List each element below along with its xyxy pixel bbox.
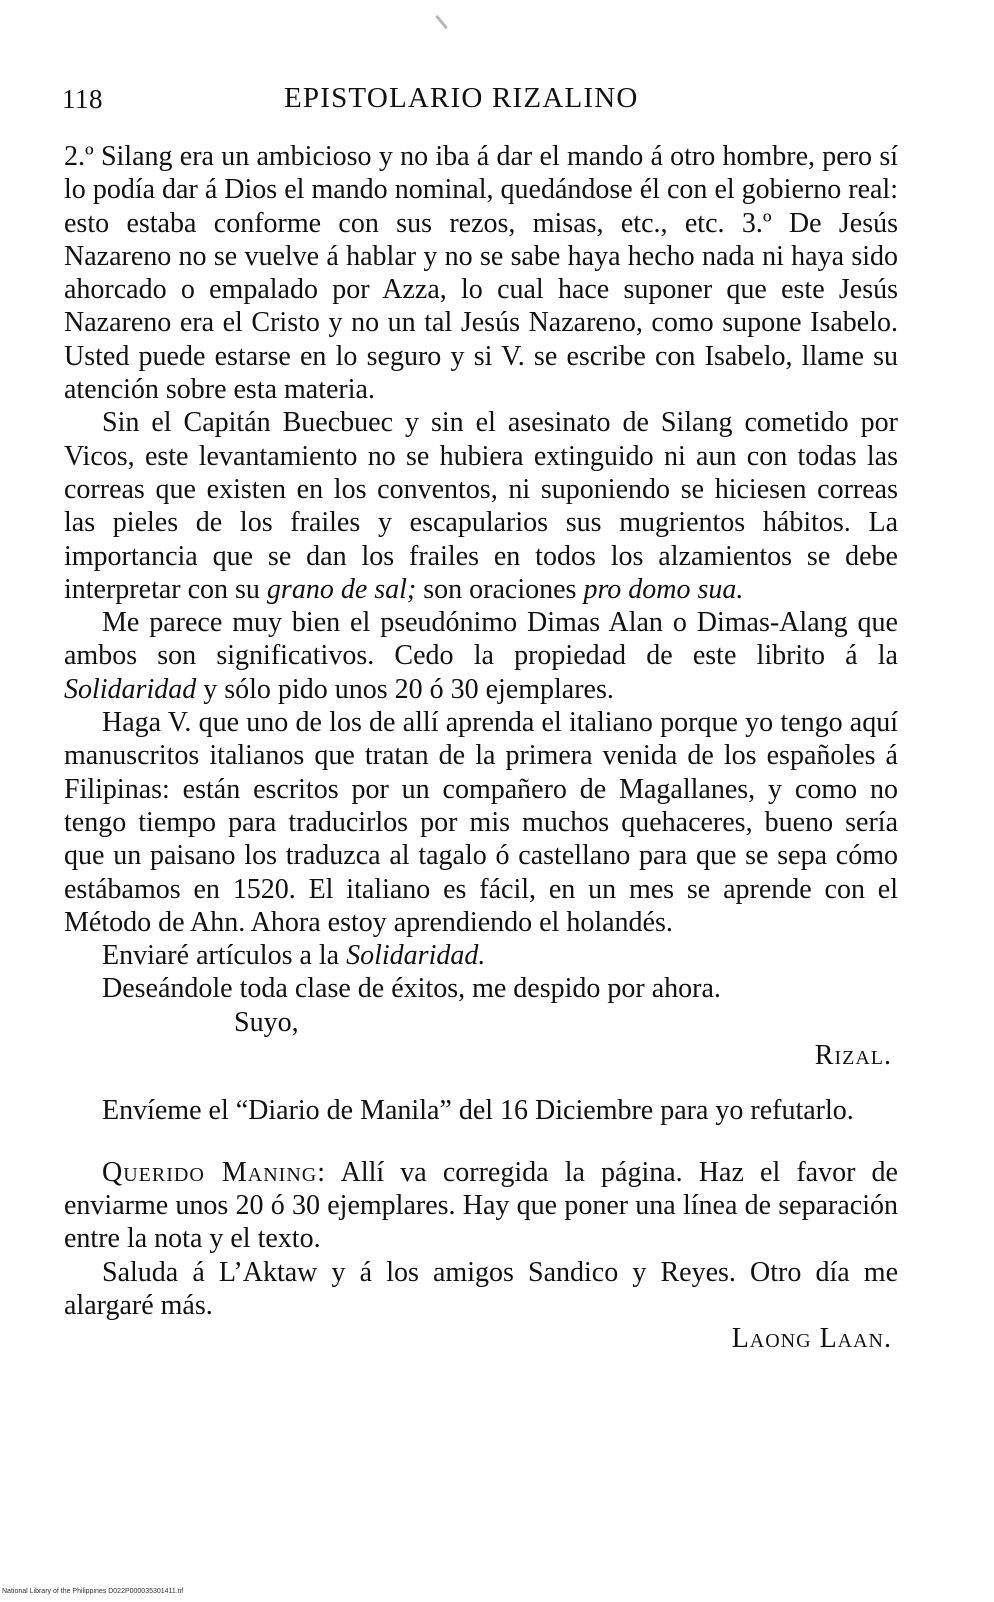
closing-suyo: Suyo, (234, 1006, 299, 1038)
page-header (62, 80, 932, 120)
paragraph-pseudonimo-text: Me parece muy bien el pseudónimo Dimas Alan o Dimas-Alang que ambos son significativos. Cedo la propiedad de este librito á la (64, 607, 898, 672)
paragraph-buecbuec-text: Sin el Capitán Buecbuec y sin el asesinato de Silang cometido por Vicos, este levantamiento no se hubiera extinguido ni aun con todas las correas que existen en los conventos, ni suponiendo se hiciesen correas las pieles de los frailes y escapularios sus mugrientos hábitos. La importancia que se dan los frailes en todos los alzamientos se debe interpretar con su (64, 407, 898, 605)
italic-solidaridad-2: Solidaridad. (346, 940, 486, 972)
postscript-diario: Envíeme el “Diario de Manila” del 16 Diciembre para yo refutarlo. (102, 1095, 854, 1127)
signature-rizal: Rizal. (814, 1040, 892, 1072)
paragraph-articulos-text: Enviaré artículos a la (102, 940, 340, 972)
spacer (64, 1072, 898, 1094)
paragraph-querido-maning (64, 1156, 898, 1256)
body-text (64, 140, 898, 1355)
paragraph-italiano: Haga V. que uno de los de allí aprenda el italiano porque yo tengo aquí manuscritos italianos que tratan de la primera venida de los españoles á Filipinas: están escritos por un compañero de Magallanes, y como no tengo tiempo para traducirlos por mis muchos quehaceres, bueno sería que un paisano los traduzca al tagalo ó castellano para que se sepa cómo estábamos en 1520. El italiano es fácil, en un mes se aprende con el Método de Ahn. Ahora estoy aprendiendo el holandés. (64, 707, 898, 938)
paragraph-pseudonimo-end: y sólo pido unos 20 ó 30 ejemplares. (203, 673, 614, 705)
paragraph-pseudonimo (64, 606, 898, 706)
paragraph-saluda: Saluda á L’Aktaw y á los amigos Sandico y Reyes. Otro día me alargaré más. (64, 1256, 898, 1321)
paragraph-silang: 2.º Silang era un ambicioso y no iba á dar el mando á otro hombre, pero sí lo podía dar á Dios el mando nominal, quedándose él con el gobierno real: esto estaba conforme con sus rezos, misas, etc., etc. 3.º De Jesús Nazareno no se vuelve á hablar y no se sabe haya hecho nada ni haya sido ahorcado o empalado por Azza, lo cual hace suponer que este Jesús Nazareno era el Cristo y no un tal Jesús Nazareno, como supone Isabelo. Usted puede estarse en lo seguro y si V. se escribe con Isabelo, llame su atención sobre esta materia. (64, 141, 898, 406)
page-number: 118 (62, 84, 103, 114)
italic-pro-domo-sua: pro domo sua. (583, 573, 744, 605)
scan-mark (435, 15, 448, 29)
spacer (64, 1128, 898, 1156)
italic-solidaridad: Solidaridad (64, 673, 197, 705)
running-title: EPISTOLARIO RIZALINO (284, 82, 639, 114)
signature-laong-laan: Laong Laan. (731, 1323, 892, 1355)
paragraph-articulos (64, 939, 898, 972)
paragraph-buecbuec-mid: son oraciones (423, 573, 577, 605)
paragraph-despedida: Deseándole toda clase de éxitos, me despido por ahora. (102, 973, 721, 1005)
paragraph-buecbuec (64, 406, 898, 606)
salutation-querido-maning: Querido Maning: (102, 1156, 327, 1188)
italic-grano-de-sal: grano de sal; (266, 573, 417, 605)
scan-credit: National Library of the Philippines D022P000035301411.tif (2, 1588, 184, 1595)
paragraph-querido-maning-text: Allí va corregida la página. Haz el favor de enviarme unos 20 ó 30 ejemplares. Hay que poner una línea de separación entre la nota y el texto. (64, 1156, 898, 1255)
